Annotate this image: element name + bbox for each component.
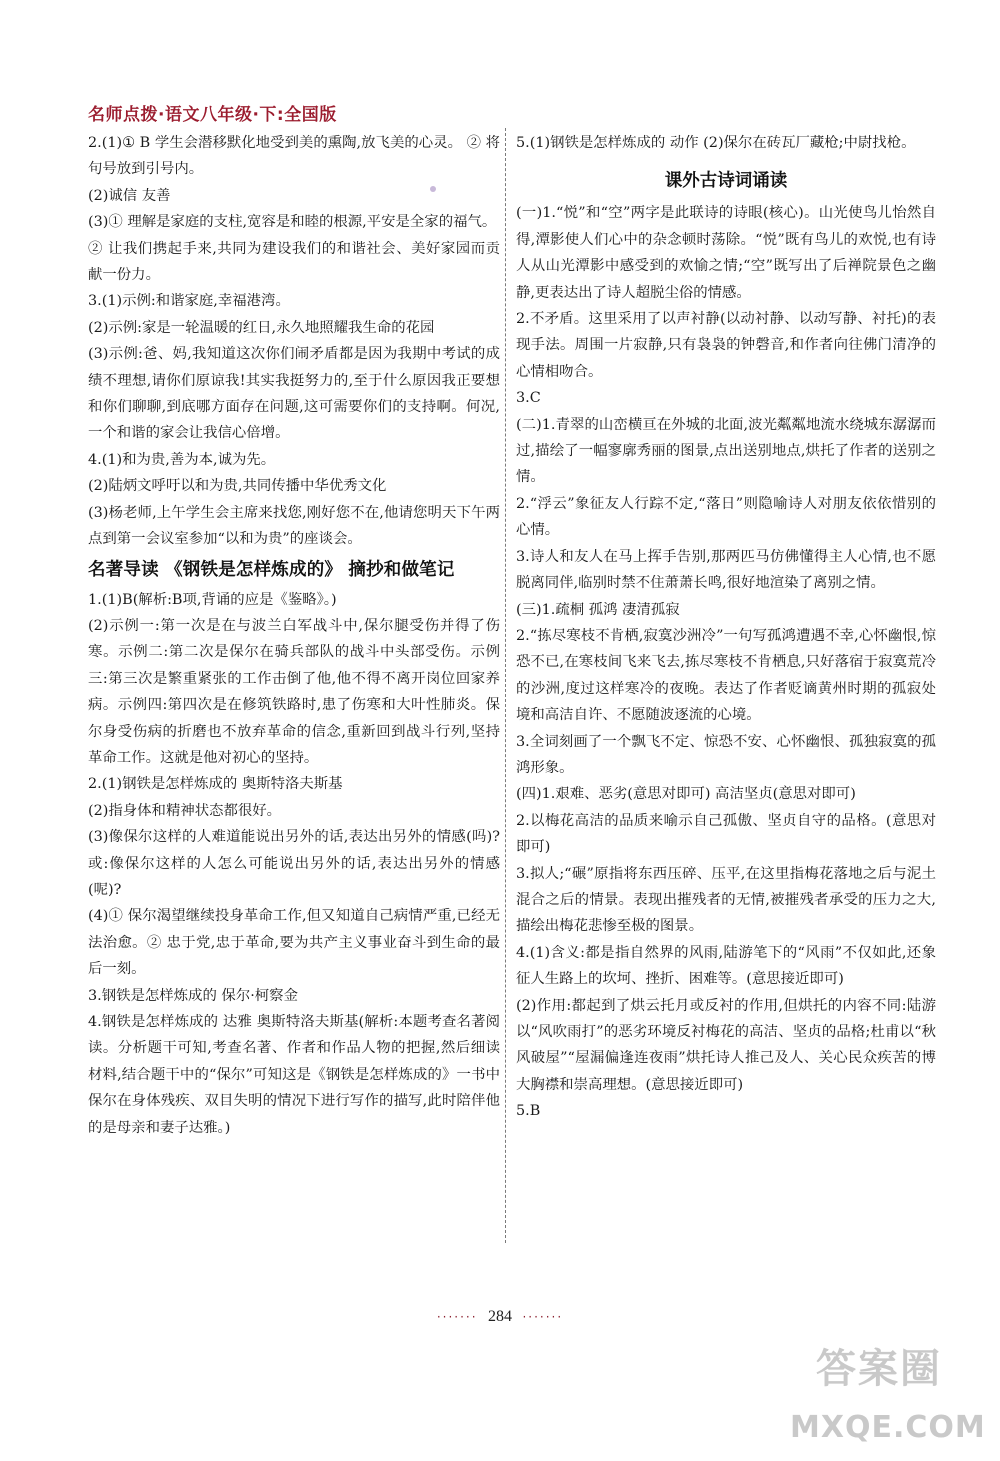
answer-paragraph: (2)诚信 友善: [88, 187, 171, 204]
footer-dots-left: ·······: [436, 1310, 478, 1324]
right-answers-a: [516, 130, 936, 156]
answer-paragraph: 4.钢铁是怎样炼成的 达雅 奥斯特洛夫斯基(解析:本题考查名著阅读。分析题干可知,考查名著、作者和作品人物的把握,然后细读材料,结合题干中的“保尔”可知这是《钢铁是怎样炼成的》一书中保尔在身体残疾、双目失明的情况下进行写作的描写,此时陪伴他的是母亲和妻子达雅。): [88, 1014, 500, 1136]
answer-paragraph: 3.全词刻画了一个飘飞不定、惊恐不安、心怀幽恨、孤独寂寞的孤鸿形象。: [516, 733, 936, 776]
answer-paragraph: 3.拟人;“碾”原指将东西压碎、压平,在这里指梅花落地之后与泥土混合之后的情景。表现出摧残者的无情,被摧残者承受的压力之大,描绘出梅花悲惨至极的图景。: [516, 865, 936, 935]
page-header-title: 名师点拨·语文八年级·下:全国版: [88, 105, 337, 125]
answer-paragraph: 5.(1)钢铁是怎样炼成的 动作 (2)保尔在砖瓦厂藏枪;中尉找枪。: [516, 135, 916, 151]
answer-paragraph: (三)1.疏桐 孤鸿 凄清孤寂: [516, 601, 680, 618]
watermark-top-text: 答案圈: [816, 1346, 942, 1392]
answer-paragraph: (2)示例:家是一轮温暖的红日,永久地照耀我生命的花园: [88, 319, 435, 336]
answer-paragraph: (3)杨老师,上午学生会主席来找您,刚好您不在,他请您明天下午两点到第一会议室参加“以和为贵”的座谈会。: [88, 504, 500, 548]
footer-dots-right: ·······: [522, 1310, 564, 1324]
answer-paragraph: (3)① 理解是家庭的支柱,宽容是和睦的根源,平安是全家的福气。: [88, 214, 497, 231]
answer-paragraph: ② 让我们携起手来,共同为建设我们的和谐社会、美好家园而贡献一份力。: [88, 240, 500, 284]
right-column: [516, 130, 936, 1125]
answer-paragraph: (3)示例:爸、妈,我知道这次你们闹矛盾都是因为我期中考试的成绩不理想,请你们原谅我!其实我挺努力的,至于什么原因我正要想和你们聊聊,到底哪方面存在问题,这可需要你们的支持啊。何况,一个和谐的家会让我信心倍增。: [88, 346, 500, 442]
answer-paragraph: 1.(1)B(解析:B项,背诵的应是《鉴略》。): [88, 591, 337, 608]
answer-paragraph: 2.(1)钢铁是怎样炼成的 奥斯特洛夫斯基: [88, 776, 343, 793]
answer-paragraph: 4.(1)和为贵,善为本,诚为先。: [88, 451, 276, 468]
answer-paragraph: (2)指身体和精神状态都很好。: [88, 802, 282, 819]
answer-paragraph: 2.“拣尽寒枝不肯栖,寂寞沙洲冷”一句写孤鸿遭遇不幸,心怀幽恨,惊恐不已,在寒枝间飞来飞去,拣尽寒枝不肯栖息,只好落宿于寂寞荒冷的沙洲,度过这样寒冷的夜晚。表达了作者贬谪黄州时期的孤寂处境和高洁自许、不愿随波逐流的心境。: [516, 627, 936, 724]
answer-paragraph: 4.(1)含义:都是指自然界的风雨,陆游笔下的“风雨”不仅如此,还象征人生路上的坎坷、挫折、困难等。(意思接近即可): [516, 944, 936, 988]
answer-paragraph: 3.(1)示例:和谐家庭,幸福港湾。: [88, 293, 290, 310]
page-footer: [0, 1308, 1000, 1326]
column-divider: [505, 128, 506, 1243]
left-column: [88, 130, 500, 1141]
answer-paragraph: 2.以梅花高洁的品质来喻示自己孤傲、坚贞自守的品格。(意思对即可): [516, 812, 936, 856]
section-title-classic-reading: 名著导读 《钢铁是怎样炼成的》 摘抄和做笔记: [88, 559, 455, 580]
answer-paragraph: (2)陆炳文呼吁以和为贵,共同传播中华优秀文化: [88, 478, 387, 495]
answer-paragraph: 5.B: [516, 1103, 541, 1120]
watermark-logo: [790, 1331, 986, 1449]
left-answers-a: [88, 130, 500, 553]
answer-paragraph: 2.不矛盾。这里采用了以声衬静(以动衬静、以动写静、衬托)的表现手法。周围一片寂静,只有袅袅的钟磬音,和作者向往佛门清净的心情相吻合。: [516, 311, 936, 380]
answer-paragraph: (一)1.“悦”和“空”两字是此联诗的诗眼(核心)。山光使鸟儿怡然自得,潭影使人们心中的杂念顿时荡除。“悦”既有鸟儿的欢悦,也有诗人从山光潭影中感受到的欢愉之情;“空”既写出了后禅院景色之幽静,更表达出了诗人超脱尘俗的情感。: [516, 205, 936, 301]
left-answers-b: [88, 587, 500, 1142]
section-title-poetry: 课外古诗词诵读: [664, 171, 788, 192]
watermark-bottom-text: MXQE.COM: [790, 1410, 986, 1445]
answer-paragraph: (2)示例一:第一次是在与波兰白军战斗中,保尔腿受伤并得了伤寒。示例二:第二次是保尔在骑兵部队的战斗中头部受伤。示例三:第三次是繁重紧张的工作击倒了他,他不得不离开岗位回家养病。示例四:第四次是在修筑铁路时,患了伤寒和大叶性肺炎。保尔身受伤病的折磨也不放弃革命的信念,重新回到战斗行列,坚持革命工作。这就是他对初心的坚持。: [88, 617, 500, 766]
page-number: 284: [488, 1308, 512, 1325]
answer-paragraph: 3.C: [516, 390, 541, 407]
answer-paragraph: (二)1.青翠的山峦横亘在外城的北面,波光粼粼地流水绕城东潺潺而过,描绘了一幅寥廓秀丽的图景,点出送别地点,烘托了作者的送别之情。: [516, 416, 936, 486]
answer-paragraph: 2.“浮云”象征友人行踪不定,“落日”则隐喻诗人对朋友依依惜别的心情。: [516, 495, 936, 539]
answer-paragraph: (3)像保尔这样的人难道能说出另外的话,表达出另外的情感(吗)?或:像保尔这样的人怎么可能说出另外的话,表达出另外的情感(呢)?: [88, 829, 500, 898]
answer-paragraph: (四)1.艰难、恶劣(意思对即可) 高洁坚贞(意思对即可): [516, 786, 856, 803]
answer-paragraph: (2)作用:都起到了烘云托月或反衬的作用,但烘托的内容不同:陆游以“风吹雨打”的恶劣环境反衬梅花的高洁、坚贞的品格;杜甫以“秋风破屋”“屋漏偏逢连夜雨”烘托诗人推己及人、关心民众疾苦的博大胸襟和崇高理想。(意思接近即可): [516, 997, 936, 1093]
answer-paragraph: 3.钢铁是怎样炼成的 保尔·柯察金: [88, 987, 298, 1004]
right-answers-b: [516, 200, 936, 1124]
answer-paragraph: 2.(1)① B 学生会潜移默化地受到美的熏陶,放飞美的心灵。 ② 将句号放到引号内。: [88, 135, 500, 178]
answer-paragraph: (4)① 保尔渴望继续投身革命工作,但又知道自己病情严重,已经无法治愈。② 忠于党,忠于革命,要为共产主义事业奋斗到生命的最后一刻。: [88, 908, 500, 978]
answer-paragraph: 3.诗人和友人在马上挥手告别,那两匹马仿佛懂得主人心情,也不愿脱离同伴,临别时禁不住萧萧长鸣,很好地渲染了离别之情。: [516, 548, 936, 592]
